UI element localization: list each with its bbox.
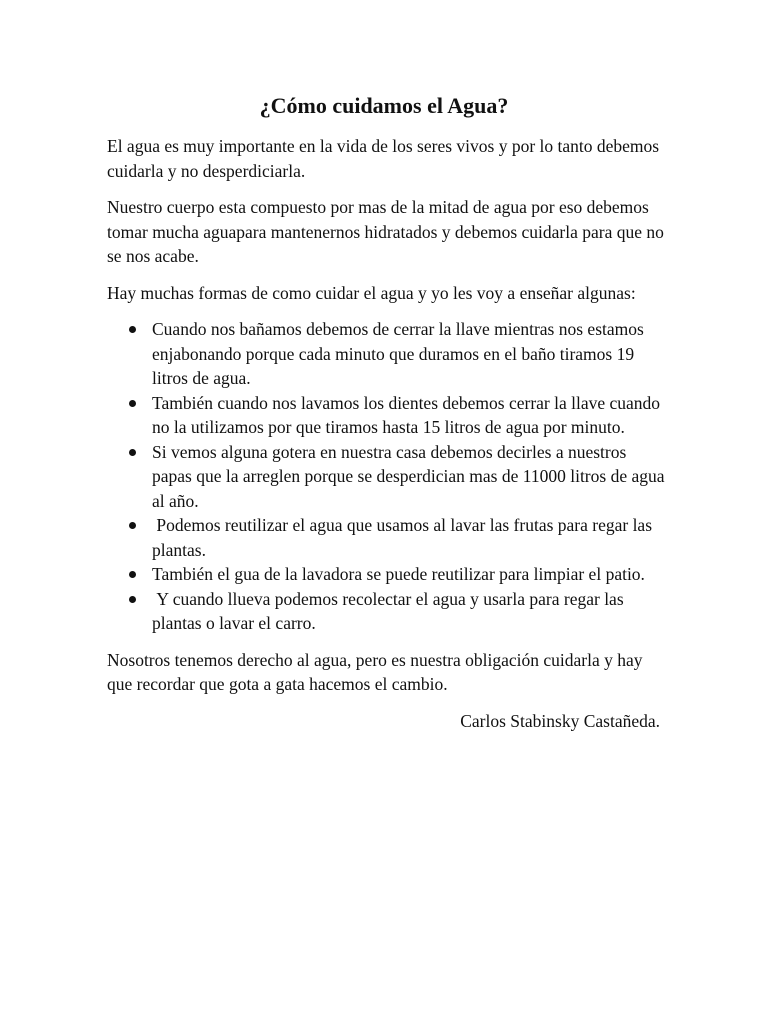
tips-list xyxy=(107,317,667,636)
bullet-icon xyxy=(129,571,136,578)
bullet-icon xyxy=(129,449,136,456)
bullet-icon xyxy=(129,326,136,333)
page-title: ¿Cómo cuidamos el Agua? xyxy=(259,93,509,118)
list-item xyxy=(107,587,667,636)
tip-text: Podemos reutilizar el agua que usamos al lavar las frutas para regar las plantas. xyxy=(152,515,657,560)
list-item xyxy=(107,562,667,587)
bullet-icon xyxy=(129,400,136,407)
document-body xyxy=(107,134,667,745)
tip-text: Si vemos alguna gotera en nuestra casa debemos decirles a nuestros papas que la arreglen porque se desperdician mas de 11000 litros de agua al año. xyxy=(152,441,665,511)
list-item xyxy=(107,440,667,514)
author-signature: Carlos Stabinsky Castañeda. xyxy=(460,710,660,731)
bullet-icon xyxy=(129,596,136,603)
bullet-icon xyxy=(129,522,136,529)
tip-text: También el gua de la lavadora se puede reutilizar para limpiar el patio. xyxy=(152,564,645,584)
tip-text: Cuando nos bañamos debemos de cerrar la llave mientras nos estamos enjabonando porque cada minuto que duramos en el baño tiramos 19 litros de agua. xyxy=(152,319,644,388)
intro-paragraph: El agua es muy importante en la vida de los seres vivos y por lo tanto debemos cuidarla y no desperdiciarla. xyxy=(107,136,660,181)
intro-paragraph: Nuestro cuerpo esta compuesto por mas de la mitad de agua por eso debemos tomar mucha aguapara mantenernos hidratados y debemos cuidarla para que no se nos acabe. xyxy=(107,197,664,266)
list-item xyxy=(107,513,667,562)
list-item xyxy=(107,391,667,440)
tip-text: Y cuando llueva podemos recolectar el agua y usarla para regar las plantas o lavar el carro. xyxy=(152,588,629,633)
conclusion-paragraph: Nosotros tenemos derecho al agua, pero es nuestra obligación cuidarla y hay que recordar que gota a gata hacemos el cambio. xyxy=(107,649,643,694)
list-item xyxy=(107,317,667,391)
intro-paragraph: Hay muchas formas de como cuidar el agua y yo les voy a enseñar algunas: xyxy=(107,282,636,303)
tip-text: También cuando nos lavamos los dientes debemos cerrar la llave cuando no la utilizamos por que tiramos hasta 15 litros de agua por minuto. xyxy=(152,392,661,437)
